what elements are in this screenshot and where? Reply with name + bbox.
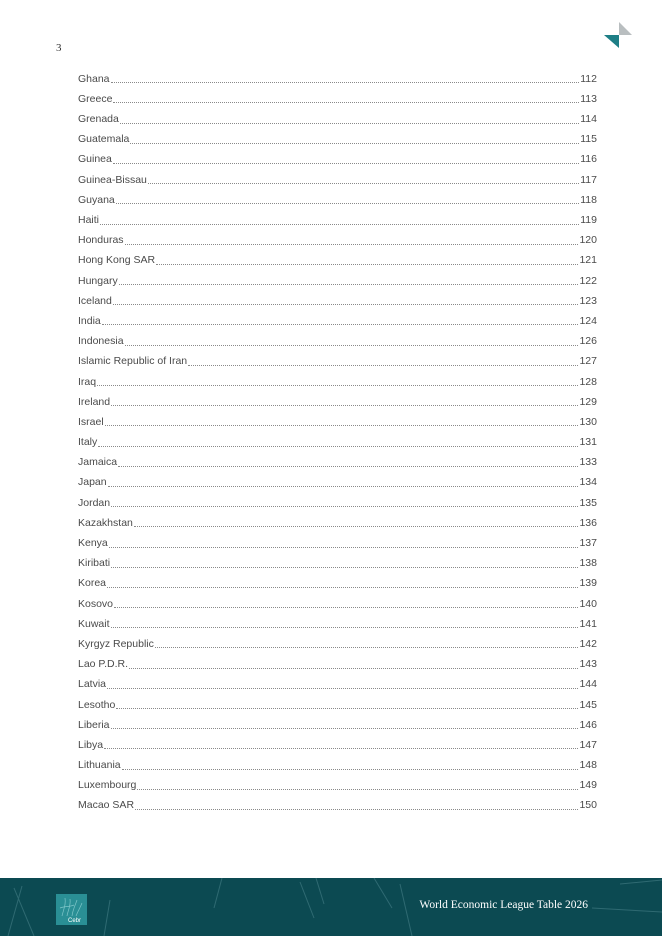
toc-entry-name: Kyrgyz Republic — [78, 637, 154, 650]
toc-dot-leader — [98, 446, 578, 447]
toc-entry[interactable] — [78, 106, 597, 126]
toc-entry-page: 138 — [579, 557, 597, 570]
cebr-logo-icon — [56, 894, 87, 925]
toc-dot-leader — [111, 405, 578, 406]
toc-entry[interactable] — [78, 470, 597, 490]
toc-entry[interactable] — [78, 773, 597, 793]
toc-entry-page: 142 — [579, 637, 597, 650]
toc-entry-name: Guinea — [78, 153, 112, 166]
toc-entry[interactable] — [78, 530, 597, 550]
toc-entry-name: Lesotho — [78, 698, 116, 711]
toc-entry[interactable] — [78, 228, 597, 248]
toc-entry[interactable] — [78, 611, 597, 631]
toc-entry-name: Kazakhstan — [78, 516, 133, 529]
toc-entry-page: 122 — [579, 274, 597, 287]
toc-entry-name: Israel — [78, 415, 104, 428]
toc-entry-name: Macao SAR — [78, 799, 135, 812]
toc-dot-leader — [104, 748, 578, 749]
toc-dot-leader — [113, 102, 579, 103]
toc-entry[interactable] — [78, 369, 597, 389]
toc-entry-page: 126 — [579, 335, 597, 348]
toc-entry-name: Ireland — [78, 395, 111, 408]
toc-entry[interactable] — [78, 651, 597, 671]
toc-entry-page: 127 — [579, 355, 597, 368]
toc-entry-page: 145 — [579, 698, 597, 711]
toc-entry[interactable] — [78, 389, 597, 409]
toc-entry[interactable] — [78, 207, 597, 227]
toc-entry[interactable] — [78, 510, 597, 530]
toc-entry-name: Kenya — [78, 537, 108, 549]
toc-entry-page: 136 — [579, 516, 597, 529]
toc-entry-name: Guyana — [78, 193, 115, 206]
toc-entry-page: 134 — [579, 476, 597, 489]
toc-entry-page: 116 — [580, 153, 597, 166]
toc-entry[interactable] — [78, 308, 597, 328]
toc-entry[interactable] — [78, 732, 597, 752]
toc-dot-leader — [116, 708, 578, 709]
toc-entry-page: 128 — [579, 375, 597, 388]
toc-entry-page: 121 — [579, 254, 597, 267]
toc-dot-leader — [129, 668, 578, 669]
toc-entry-page: 120 — [579, 234, 597, 247]
toc-entry-page: 130 — [579, 415, 597, 428]
toc-dot-leader — [113, 304, 579, 305]
toc-dot-leader — [120, 123, 579, 124]
corner-triangle-logo-icon — [604, 22, 632, 48]
toc-entry[interactable] — [78, 450, 597, 470]
toc-entry-page: 141 — [579, 617, 597, 630]
toc-entry-page: 146 — [579, 718, 597, 731]
table-of-contents — [78, 66, 597, 813]
toc-entry-name: Jordan — [78, 496, 111, 509]
toc-entry-name: India — [78, 314, 101, 327]
toc-dot-leader — [116, 203, 579, 204]
toc-entry-page: 118 — [580, 193, 597, 206]
toc-entry-page: 137 — [579, 537, 597, 549]
toc-entry[interactable] — [78, 187, 597, 207]
toc-entry-name: Iceland — [78, 294, 112, 307]
toc-entry[interactable] — [78, 490, 597, 510]
toc-entry-name: Ghana — [78, 72, 110, 85]
page-number: 3 — [56, 42, 62, 54]
toc-entry-page: 129 — [579, 395, 597, 408]
toc-dot-leader — [107, 688, 578, 689]
toc-entry[interactable] — [78, 551, 597, 571]
toc-entry[interactable] — [78, 793, 597, 813]
toc-dot-leader — [135, 809, 578, 810]
toc-entry-name: Indonesia — [78, 335, 124, 348]
toc-entry-page: 123 — [579, 294, 597, 307]
toc-entry-name: Italy — [78, 436, 98, 449]
toc-entry[interactable] — [78, 692, 597, 712]
toc-entry[interactable] — [78, 328, 597, 348]
toc-dot-leader — [155, 647, 579, 648]
toc-entry[interactable] — [78, 429, 597, 449]
toc-dot-leader — [118, 466, 578, 467]
toc-entry[interactable] — [78, 268, 597, 288]
toc-entry[interactable] — [78, 127, 597, 147]
toc-entry[interactable] — [78, 571, 597, 591]
toc-dot-leader — [188, 365, 578, 366]
toc-entry-page: 131 — [579, 436, 597, 449]
toc-dot-leader — [119, 284, 579, 285]
toc-dot-leader — [148, 183, 579, 184]
toc-entry-page: 148 — [579, 759, 597, 772]
toc-entry-page: 143 — [579, 658, 597, 671]
toc-entry-name: Greece — [78, 92, 113, 105]
toc-dot-leader — [109, 547, 579, 548]
toc-entry[interactable] — [78, 86, 597, 106]
toc-dot-leader — [125, 244, 579, 245]
toc-entry-name: Haiti — [78, 214, 100, 226]
toc-dot-leader — [125, 345, 579, 346]
toc-entry-name: Kosovo — [78, 597, 114, 610]
toc-dot-leader — [111, 728, 579, 729]
toc-entry-name: Hong Kong SAR — [78, 254, 156, 267]
toc-entry[interactable] — [78, 288, 597, 308]
toc-entry[interactable] — [78, 712, 597, 732]
toc-entry-name: Latvia — [78, 678, 107, 691]
toc-dot-leader — [111, 627, 579, 628]
toc-entry-name: Iraq — [78, 375, 97, 388]
toc-dot-leader — [97, 385, 578, 386]
toc-entry-name: Luxembourg — [78, 779, 137, 792]
toc-entry-page: 144 — [579, 678, 597, 691]
toc-dot-leader — [137, 789, 578, 790]
toc-entry-page: 114 — [580, 113, 597, 126]
toc-entry-name: Libya — [78, 738, 104, 751]
toc-dot-leader — [122, 769, 579, 770]
toc-dot-leader — [134, 526, 579, 527]
toc-dot-leader — [100, 224, 579, 225]
toc-entry-page: 112 — [580, 72, 597, 85]
toc-entry-name: Guatemala — [78, 133, 130, 146]
toc-entry-name: Japan — [78, 476, 107, 489]
toc-dot-leader — [111, 567, 578, 568]
cebr-logo-text: Cebr — [68, 918, 82, 924]
toc-entry[interactable] — [78, 147, 597, 167]
toc-entry-name: Lao P.D.R. — [78, 658, 129, 671]
toc-entry-name: Jamaica — [78, 456, 118, 469]
toc-entry-page: 133 — [579, 456, 597, 469]
toc-dot-leader — [108, 486, 579, 487]
toc-entry[interactable] — [78, 672, 597, 692]
toc-dot-leader — [111, 82, 580, 83]
toc-entry-name: Kuwait — [78, 617, 110, 630]
toc-entry-page: 119 — [580, 214, 597, 226]
toc-entry-name: Grenada — [78, 113, 119, 126]
toc-entry-name: Lithuania — [78, 759, 121, 772]
toc-entry-page: 140 — [579, 597, 597, 610]
toc-entry[interactable] — [78, 591, 597, 611]
toc-entry-name: Honduras — [78, 234, 124, 247]
toc-entry-name: Guinea-Bissau — [78, 173, 147, 186]
toc-dot-leader — [102, 324, 579, 325]
toc-dot-leader — [156, 264, 578, 265]
toc-entry[interactable] — [78, 752, 597, 772]
toc-dot-leader — [113, 163, 579, 164]
toc-entry-page: 115 — [580, 133, 597, 146]
toc-entry-page: 150 — [579, 799, 597, 812]
toc-entry-page: 147 — [579, 738, 597, 751]
toc-dot-leader — [105, 425, 579, 426]
toc-entry-name: Liberia — [78, 718, 110, 731]
toc-dot-leader — [114, 607, 578, 608]
toc-entry-page: 117 — [580, 173, 597, 186]
toc-entry-page: 149 — [579, 779, 597, 792]
toc-entry-page: 113 — [580, 92, 597, 105]
toc-entry[interactable] — [78, 66, 597, 86]
toc-entry-name: Korea — [78, 577, 107, 590]
report-title: World Economic League Table 2026 — [419, 899, 588, 911]
toc-entry-page: 139 — [579, 577, 597, 590]
toc-entry[interactable] — [78, 631, 597, 651]
toc-entry[interactable] — [78, 248, 597, 268]
toc-entry[interactable] — [78, 349, 597, 369]
toc-dot-leader — [111, 506, 578, 507]
toc-entry-page: 135 — [579, 496, 597, 509]
toc-dot-leader — [107, 587, 578, 588]
toc-entry-name: Kiribati — [78, 557, 111, 570]
page-footer — [0, 878, 662, 936]
toc-entry-page: 124 — [579, 314, 597, 327]
toc-entry[interactable] — [78, 167, 597, 187]
toc-entry-name: Hungary — [78, 274, 118, 287]
toc-entry[interactable] — [78, 409, 597, 429]
toc-dot-leader — [130, 143, 579, 144]
toc-entry-name: Islamic Republic of Iran — [78, 355, 188, 368]
